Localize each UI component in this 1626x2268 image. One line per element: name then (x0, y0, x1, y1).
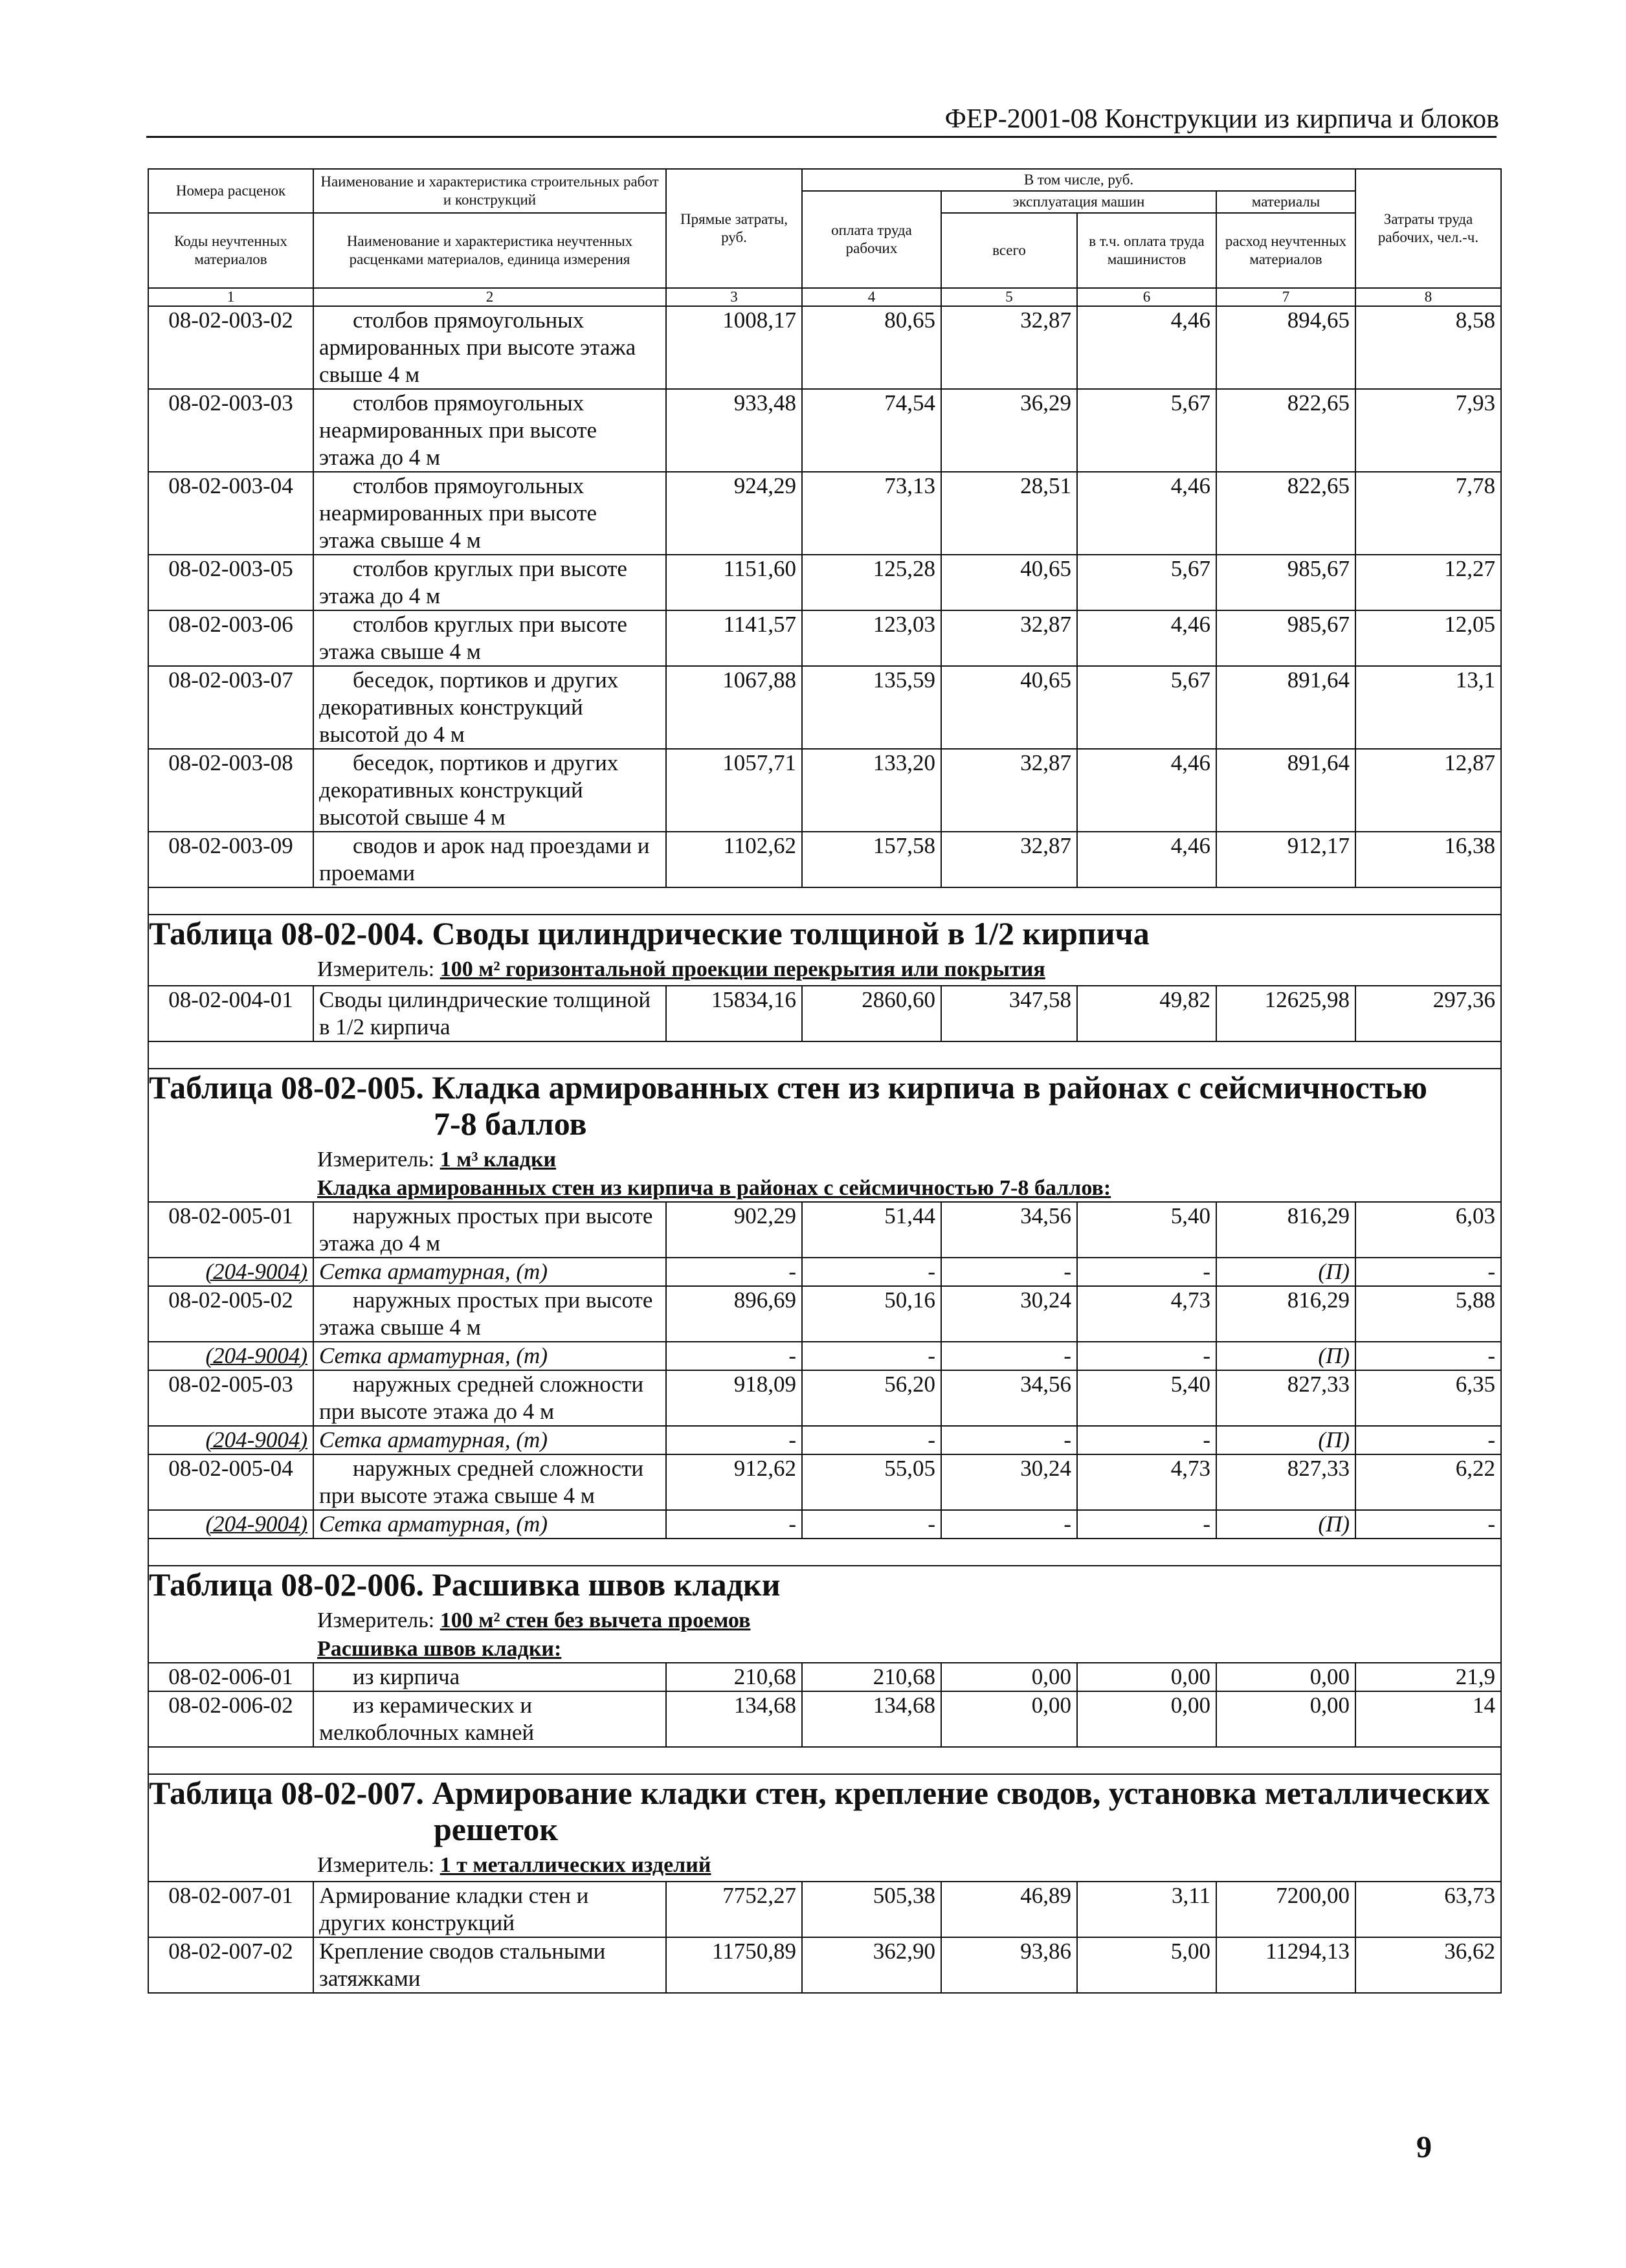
description-line: наружных средней сложности (353, 1456, 644, 1481)
description-line: проемами (319, 860, 416, 885)
table-title-cell (148, 915, 1501, 986)
measurer-value: 1 т металлических изделий (440, 1853, 711, 1877)
table-heading-text: Таблица 08-02-005. Кладка армированных стен из кирпича в районах с сейсмичностью (149, 1069, 1427, 1106)
cell-col8: 7,78 (1355, 472, 1501, 555)
cell-col5: 30,24 (941, 1286, 1077, 1342)
description-line: столбов круглых при высоте (353, 612, 627, 637)
material-name: Сетка арматурная, (т) (313, 1510, 666, 1539)
cell-col3: 210,68 (666, 1663, 802, 1691)
col6-header: в т.ч. оплата труда машинистов (1077, 213, 1216, 288)
material-cell-col6: - (1077, 1426, 1216, 1454)
cell-col6: 4,73 (1077, 1454, 1216, 1510)
rate-description (313, 1454, 666, 1510)
subheading: Расшивка швов кладки: (317, 1637, 562, 1661)
material-cell-col4: - (802, 1510, 941, 1539)
cell-col7: 816,29 (1216, 1202, 1355, 1258)
rate-description (313, 1882, 666, 1937)
material-row (148, 1258, 1501, 1286)
cell-col8: 6,22 (1355, 1454, 1501, 1510)
cell-col3: 933,48 (666, 389, 802, 472)
cell-col4: 123,03 (802, 610, 941, 666)
cell-col5: 40,65 (941, 666, 1077, 749)
material-cell-col7: (П) (1216, 1510, 1355, 1539)
cell-col5: 0,00 (941, 1663, 1077, 1691)
section-gap (148, 1539, 1501, 1566)
cell-col7: 0,00 (1216, 1663, 1355, 1691)
table-row (148, 472, 1501, 555)
cell-col3: 896,69 (666, 1286, 802, 1342)
rate-code: 08-02-005-03 (148, 1370, 313, 1426)
material-cell-col5: - (941, 1342, 1077, 1370)
rate-description (313, 832, 666, 887)
cell-col4: 80,65 (802, 306, 941, 389)
cell-col4: 505,38 (802, 1882, 941, 1937)
gap-cell (148, 1747, 1501, 1774)
description-line: затяжками (319, 1966, 421, 1991)
description-line: из керамических и (353, 1693, 533, 1718)
cell-col5: 32,87 (941, 306, 1077, 389)
column-number-row (148, 288, 1501, 306)
colnum-3: 3 (666, 288, 802, 306)
material-code: (204-9004) (148, 1258, 313, 1286)
description-line: при высоте этажа до 4 м (319, 1399, 555, 1424)
description-line: высотой свыше 4 м (319, 805, 506, 830)
table-heading-text: Таблица 08-02-007. Армирование кладки стен, крепление сводов, установка металлических (149, 1775, 1490, 1811)
table-title-row (148, 915, 1501, 986)
gap-cell (148, 887, 1501, 915)
rate-code: 08-02-003-07 (148, 666, 313, 749)
cell-col6: 4,46 (1077, 472, 1216, 555)
cell-col8: 12,27 (1355, 555, 1501, 610)
material-code: (204-9004) (148, 1510, 313, 1539)
cell-col5: 30,24 (941, 1454, 1077, 1510)
cell-col7: 985,67 (1216, 610, 1355, 666)
table-heading (149, 1775, 1500, 1852)
material-code: (204-9004) (148, 1342, 313, 1370)
subheading: Кладка армированных стен из кирпича в районах с сейсмичностью 7-8 баллов: (317, 1176, 1111, 1200)
table-row (148, 555, 1501, 610)
cell-col8: 7,93 (1355, 389, 1501, 472)
cell-col4: 51,44 (802, 1202, 941, 1258)
measurer-label: Измеритель: (317, 1853, 435, 1877)
material-row (148, 1510, 1501, 1539)
material-cell-col4: - (802, 1342, 941, 1370)
rate-code: 08-02-007-01 (148, 1882, 313, 1937)
cell-col3: 924,29 (666, 472, 802, 555)
table-row (148, 1286, 1501, 1342)
colnum-5: 5 (941, 288, 1077, 306)
material-cell-col8: - (1355, 1510, 1501, 1539)
table-heading-text: Таблица 08-02-006. Расшивка швов кладки (149, 1566, 781, 1603)
rates-grid (148, 168, 1502, 1994)
cell-col6: 4,46 (1077, 749, 1216, 832)
material-cell-col7: (П) (1216, 1342, 1355, 1370)
table-heading-continuation: 7-8 баллов (434, 1106, 587, 1142)
description-line: в 1/2 кирпича (319, 1014, 451, 1040)
rate-code: 08-02-003-03 (148, 389, 313, 472)
col1-top-header: Номера расценок (148, 169, 313, 213)
table-heading (149, 1069, 1500, 1147)
cell-col7: 894,65 (1216, 306, 1355, 389)
machines-header: эксплуатация машин (941, 191, 1216, 213)
measurer-value: 1 м³ кладки (440, 1148, 557, 1172)
description-line: других конструкций (319, 1910, 515, 1935)
cell-col3: 912,62 (666, 1454, 802, 1510)
colnum-1: 1 (148, 288, 313, 306)
cell-col7: 822,65 (1216, 472, 1355, 555)
section-gap (148, 887, 1501, 915)
rate-code: 08-02-006-01 (148, 1663, 313, 1691)
cell-col5: 28,51 (941, 472, 1077, 555)
material-cell-col3: - (666, 1426, 802, 1454)
rate-description (313, 1937, 666, 1993)
material-cell-col5: - (941, 1510, 1077, 1539)
material-name: Сетка арматурная, (т) (313, 1426, 666, 1454)
cell-col7: 0,00 (1216, 1691, 1355, 1747)
cell-col5: 0,00 (941, 1691, 1077, 1747)
col8-header: Затраты труда рабочих, чел.-ч. (1355, 169, 1501, 288)
cell-col7: 827,33 (1216, 1370, 1355, 1426)
description-line: Армирование кладки стен и (319, 1883, 589, 1908)
cell-col6: 4,46 (1077, 832, 1216, 887)
cell-col4: 210,68 (802, 1663, 941, 1691)
col7-header: расход неучтенных материалов (1216, 213, 1355, 288)
col2-top-header: Наименование и характеристика строительных работ и конструкций (313, 169, 666, 213)
description-line: этажа до 4 м (319, 583, 441, 608)
material-cell-col5: - (941, 1426, 1077, 1454)
description-line: этажа свыше 4 м (319, 528, 481, 553)
table-row (148, 1202, 1501, 1258)
cell-col7: 822,65 (1216, 389, 1355, 472)
rate-code: 08-02-003-09 (148, 832, 313, 887)
cell-col4: 73,13 (802, 472, 941, 555)
description-line: наружных простых при высоте (353, 1203, 653, 1228)
table-heading-text: Таблица 08-02-004. Своды цилиндрические толщиной в 1/2 кирпича (149, 915, 1150, 951)
cell-col4: 56,20 (802, 1370, 941, 1426)
cell-col5: 34,56 (941, 1202, 1077, 1258)
description-line: неармированных при высоте (319, 417, 597, 443)
col2-bottom-header: Наименование и характеристика неучтенных расценками материалов, единица измерения (313, 213, 666, 288)
cell-col3: 15834,16 (666, 986, 802, 1041)
cell-col3: 11750,89 (666, 1937, 802, 1993)
cell-col4: 2860,60 (802, 986, 941, 1041)
page-number: 9 (1416, 2130, 1432, 2164)
table-row (148, 389, 1501, 472)
cell-col8: 6,35 (1355, 1370, 1501, 1426)
rate-code: 08-02-007-02 (148, 1937, 313, 1993)
cell-col3: 902,29 (666, 1202, 802, 1258)
material-cell-col6: - (1077, 1342, 1216, 1370)
cell-col7: 12625,98 (1216, 986, 1355, 1041)
description-line: Своды цилиндрические толщиной (319, 987, 651, 1012)
cell-col6: 5,40 (1077, 1202, 1216, 1258)
rate-description (313, 1202, 666, 1258)
cell-col4: 55,05 (802, 1454, 941, 1510)
section-gap (148, 1041, 1501, 1069)
cell-col8: 6,03 (1355, 1202, 1501, 1258)
measurer-line (149, 1852, 1500, 1881)
cell-col4: 125,28 (802, 555, 941, 610)
material-row (148, 1342, 1501, 1370)
cell-col3: 1008,17 (666, 306, 802, 389)
cell-col8: 13,1 (1355, 666, 1501, 749)
cell-col8: 36,62 (1355, 1937, 1501, 1993)
rate-code: 08-02-004-01 (148, 986, 313, 1041)
table-body (148, 169, 1501, 1993)
table-title-row (148, 1566, 1501, 1663)
description-line: неармированных при высоте (319, 500, 597, 526)
rate-description (313, 389, 666, 472)
colnum-6: 6 (1077, 288, 1216, 306)
measurer-line (149, 1147, 1500, 1175)
materials-header: материалы (1216, 191, 1355, 213)
table-row (148, 749, 1501, 832)
rate-description (313, 986, 666, 1041)
cell-col8: 5,88 (1355, 1286, 1501, 1342)
table-row (148, 1882, 1501, 1937)
material-cell-col4: - (802, 1258, 941, 1286)
material-row (148, 1426, 1501, 1454)
col3-header: Прямые затраты, руб. (666, 169, 802, 288)
measurer-label: Измеритель: (317, 957, 435, 981)
measurer-value: 100 м² стен без вычета проемов (440, 1608, 751, 1632)
table-title-row (148, 1774, 1501, 1882)
cell-col7: 912,17 (1216, 832, 1355, 887)
description-line: наружных средней сложности (353, 1372, 644, 1397)
table-heading (149, 1566, 1500, 1608)
cell-col8: 16,38 (1355, 832, 1501, 887)
material-cell-col4: - (802, 1426, 941, 1454)
cell-col3: 134,68 (666, 1691, 802, 1747)
cell-col8: 12,05 (1355, 610, 1501, 666)
table-row (148, 1937, 1501, 1993)
rate-description (313, 306, 666, 389)
cell-col5: 93,86 (941, 1937, 1077, 1993)
cell-col8: 8,58 (1355, 306, 1501, 389)
cell-col7: 7200,00 (1216, 1882, 1355, 1937)
table-row (148, 1370, 1501, 1426)
rate-description (313, 555, 666, 610)
cell-col4: 135,59 (802, 666, 941, 749)
description-line: столбов прямоугольных (353, 390, 585, 416)
cell-col3: 1141,57 (666, 610, 802, 666)
description-line: декоративных конструкций (319, 777, 583, 803)
rate-code: 08-02-005-01 (148, 1202, 313, 1258)
material-cell-col5: - (941, 1258, 1077, 1286)
rate-description (313, 1370, 666, 1426)
cell-col6: 49,82 (1077, 986, 1216, 1041)
rate-description (313, 749, 666, 832)
description-line: беседок, портиков и других (353, 667, 619, 693)
cell-col4: 157,58 (802, 832, 941, 887)
price-table (148, 168, 1500, 1994)
cell-col4: 362,90 (802, 1937, 941, 1993)
description-line: столбов прямоугольных (353, 473, 585, 498)
cell-col3: 918,09 (666, 1370, 802, 1426)
header-rule (146, 136, 1497, 138)
colnum-7: 7 (1216, 288, 1355, 306)
measurer-label: Измеритель: (317, 1148, 435, 1172)
cell-col7: 816,29 (1216, 1286, 1355, 1342)
description-line: высотой до 4 м (319, 722, 465, 747)
cell-col5: 40,65 (941, 555, 1077, 610)
running-header-title: ФЕР-2001-08 Конструкции из кирпича и блоков (944, 104, 1499, 134)
rate-description (313, 472, 666, 555)
col4-header: оплата труда рабочих (802, 191, 941, 288)
table-heading (149, 915, 1500, 957)
measurer-label: Измеритель: (317, 1608, 435, 1632)
table-row (148, 1663, 1501, 1691)
table-row (148, 986, 1501, 1041)
cell-col6: 5,40 (1077, 1370, 1216, 1426)
cell-col5: 36,29 (941, 389, 1077, 472)
material-cell-col6: - (1077, 1510, 1216, 1539)
table-row (148, 610, 1501, 666)
material-cell-col8: - (1355, 1342, 1501, 1370)
description-line: армированных при высоте этажа (319, 335, 636, 360)
table-row (148, 832, 1501, 887)
table-title-cell (148, 1069, 1501, 1202)
cell-col3: 1067,88 (666, 666, 802, 749)
colnum-2: 2 (313, 288, 666, 306)
description-line: свыше 4 м (319, 362, 420, 387)
cell-col7: 827,33 (1216, 1454, 1355, 1510)
cell-col8: 63,73 (1355, 1882, 1501, 1937)
gap-cell (148, 1041, 1501, 1069)
material-code: (204-9004) (148, 1426, 313, 1454)
cell-col6: 0,00 (1077, 1663, 1216, 1691)
table-title-cell (148, 1774, 1501, 1882)
cell-col8: 12,87 (1355, 749, 1501, 832)
rate-code: 08-02-005-04 (148, 1454, 313, 1510)
cell-col4: 74,54 (802, 389, 941, 472)
rate-code: 08-02-005-02 (148, 1286, 313, 1342)
cell-col8: 21,9 (1355, 1663, 1501, 1691)
table-row (148, 1691, 1501, 1747)
description-line: при высоте этажа свыше 4 м (319, 1483, 595, 1508)
cell-col5: 32,87 (941, 610, 1077, 666)
description-line: беседок, портиков и других (353, 750, 619, 775)
measurer-line (149, 957, 1500, 985)
col1-bottom-header: Коды неучтенных материалов (148, 213, 313, 288)
material-name: Сетка арматурная, (т) (313, 1258, 666, 1286)
cell-col7: 985,67 (1216, 555, 1355, 610)
cell-col3: 1151,60 (666, 555, 802, 610)
rate-description (313, 1691, 666, 1747)
colnum-8: 8 (1355, 288, 1501, 306)
cell-col6: 5,00 (1077, 1937, 1216, 1993)
description-line: мелкоблочных камней (319, 1720, 535, 1745)
table-title-cell (148, 1566, 1501, 1663)
cell-col8: 297,36 (1355, 986, 1501, 1041)
measurer-value: 100 м² горизонтальной проекции перекрытия или покрытия (440, 957, 1045, 981)
cell-col5: 32,87 (941, 832, 1077, 887)
material-cell-col3: - (666, 1258, 802, 1286)
gap-cell (148, 1539, 1501, 1566)
description-line: Крепление сводов стальными (319, 1939, 606, 1964)
cell-col4: 133,20 (802, 749, 941, 832)
rate-code: 08-02-006-02 (148, 1691, 313, 1747)
material-cell-col8: - (1355, 1426, 1501, 1454)
col5-header: всего (941, 213, 1077, 288)
rate-code: 08-02-003-08 (148, 749, 313, 832)
cell-col4: 134,68 (802, 1691, 941, 1747)
cell-col3: 1102,62 (666, 832, 802, 887)
rate-description (313, 666, 666, 749)
cell-col7: 11294,13 (1216, 1937, 1355, 1993)
cell-col7: 891,64 (1216, 666, 1355, 749)
cell-col6: 5,67 (1077, 666, 1216, 749)
cell-col6: 3,11 (1077, 1882, 1216, 1937)
material-cell-col7: (П) (1216, 1426, 1355, 1454)
description-line: сводов и арок над проездами и (353, 833, 650, 858)
description-line: наружных простых при высоте (353, 1287, 653, 1313)
table-heading-continuation: решеток (434, 1811, 559, 1847)
description-line: этажа свыше 4 м (319, 639, 481, 664)
cell-col5: 347,58 (941, 986, 1077, 1041)
cell-col5: 32,87 (941, 749, 1077, 832)
material-cell-col3: - (666, 1342, 802, 1370)
material-cell-col3: - (666, 1510, 802, 1539)
cell-col4: 50,16 (802, 1286, 941, 1342)
cell-col7: 891,64 (1216, 749, 1355, 832)
rate-code: 08-02-003-06 (148, 610, 313, 666)
cell-col6: 5,67 (1077, 389, 1216, 472)
cell-col5: 34,56 (941, 1370, 1077, 1426)
description-line: этажа до 4 м (319, 445, 441, 470)
description-line: из кирпича (353, 1664, 460, 1689)
description-line: этажа до 4 м (319, 1230, 441, 1256)
rate-code: 08-02-003-02 (148, 306, 313, 389)
cell-col8: 14 (1355, 1691, 1501, 1747)
table-row (148, 306, 1501, 389)
rate-description (313, 610, 666, 666)
table-title-row (148, 1069, 1501, 1202)
rate-code: 08-02-003-04 (148, 472, 313, 555)
rate-code: 08-02-003-05 (148, 555, 313, 610)
cell-col3: 1057,71 (666, 749, 802, 832)
cell-col6: 0,00 (1077, 1691, 1216, 1747)
section-gap (148, 1747, 1501, 1774)
material-cell-col6: - (1077, 1258, 1216, 1286)
description-line: столбов прямоугольных (353, 307, 585, 333)
cell-col6: 4,46 (1077, 610, 1216, 666)
colnum-4: 4 (802, 288, 941, 306)
cell-col5: 46,89 (941, 1882, 1077, 1937)
table-row (148, 666, 1501, 749)
rate-description (313, 1286, 666, 1342)
description-line: столбов круглых при высоте (353, 556, 627, 581)
group-header: В том числе, руб. (802, 169, 1355, 191)
cell-col3: 7752,27 (666, 1882, 802, 1937)
cell-col6: 4,46 (1077, 306, 1216, 389)
description-line: декоративных конструкций (319, 695, 583, 720)
material-cell-col8: - (1355, 1258, 1501, 1286)
material-cell-col7: (П) (1216, 1258, 1355, 1286)
cell-col6: 4,73 (1077, 1286, 1216, 1342)
table-row (148, 1454, 1501, 1510)
header-row-1 (148, 169, 1501, 191)
rate-description (313, 1663, 666, 1691)
cell-col6: 5,67 (1077, 555, 1216, 610)
material-name: Сетка арматурная, (т) (313, 1342, 666, 1370)
measurer-line (149, 1608, 1500, 1636)
description-line: этажа свыше 4 м (319, 1315, 481, 1340)
